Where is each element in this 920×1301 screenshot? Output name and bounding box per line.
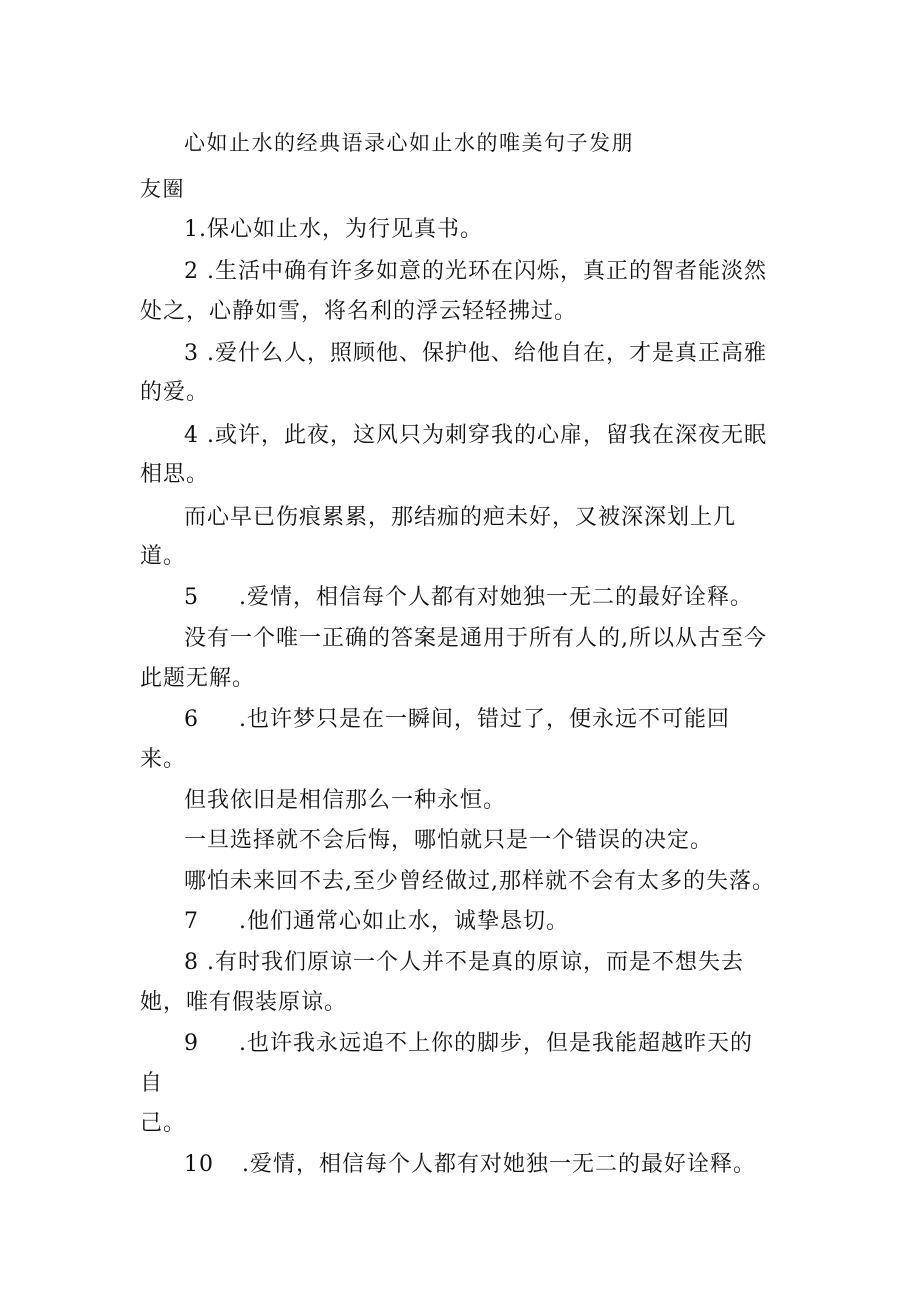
- paragraph-line: 处之，心静如雪，将名利的浮云轻轻拂过。: [140, 299, 578, 324]
- paragraph-line: 3 .爱什么人，照顾他、保护他、给他自在，才是真正高雅: [184, 341, 767, 366]
- paragraph-line: 而心早已伤痕累累，那结痂的疤未好，又被深深划上几: [184, 505, 737, 530]
- paragraph-line: 4 .或许，此夜，这风只为刺穿我的心扉，留我在深夜无眠: [184, 423, 767, 448]
- document-title-line-2: 友圈: [140, 177, 185, 201]
- paragraph-line: 但我依旧是相信那么一种永恒。: [184, 788, 507, 813]
- paragraph-line: .也许梦只是在一瞬间，错过了，便永远不可能回: [239, 707, 730, 732]
- paragraph-line: 一旦选择就不会后悔，哪怕就只是一个错误的决定。: [184, 828, 714, 853]
- document-title-line-1: 心如止水的经典语录心如止水的唯美句子发朋: [184, 131, 634, 155]
- item-number: 9: [184, 1031, 199, 1056]
- paragraph-line: 1.保心如止水，为行见真书。: [184, 217, 483, 242]
- paragraph-line: .爱情，相信每个人都有对她独一无二的最好诠释。: [242, 1152, 756, 1177]
- paragraph-line: 她，唯有假装原谅。: [140, 990, 348, 1015]
- item-number: 6: [184, 707, 199, 732]
- paragraph-line: 没有一个唯一正确的答案是通用于所有人的,所以从古至今: [184, 626, 767, 651]
- paragraph-line: 8 .有时我们原谅一个人并不是真的原谅，而是不想失去: [184, 950, 744, 975]
- paragraph-line: .爱情，相信每个人都有对她独一无二的最好诠释。: [239, 585, 753, 610]
- paragraph-line: 自: [140, 1071, 164, 1096]
- paragraph-line: 来。: [140, 747, 187, 772]
- numbered-line-6: [184, 705, 730, 735]
- paragraph-line: .他们通常心如止水，诚挚恳切。: [239, 909, 569, 934]
- paragraph-line: 哪怕未来回不去,至少曾经做过,那样就不会有太多的失落。: [184, 869, 775, 894]
- paragraph-line: 相思。: [140, 462, 210, 487]
- paragraph-line: 的爱。: [140, 380, 210, 405]
- paragraph-line: 道。: [140, 544, 187, 569]
- numbered-line-5: [184, 583, 753, 613]
- numbered-line-10: [184, 1150, 756, 1180]
- numbered-line-7: [184, 907, 569, 937]
- paragraph-line: .也许我永远追不上你的脚步，但是我能超越昨天的: [239, 1031, 753, 1056]
- item-number: 7: [184, 909, 199, 934]
- item-number: 10: [184, 1152, 214, 1177]
- paragraph-line: 己。: [140, 1111, 187, 1136]
- paragraph-line: 此题无解。: [140, 666, 256, 691]
- item-number: 5: [184, 585, 199, 610]
- paragraph-line: 2 .生活中确有许多如意的光环在闪烁，真正的智者能淡然: [184, 259, 767, 284]
- numbered-line-9: [184, 1029, 753, 1059]
